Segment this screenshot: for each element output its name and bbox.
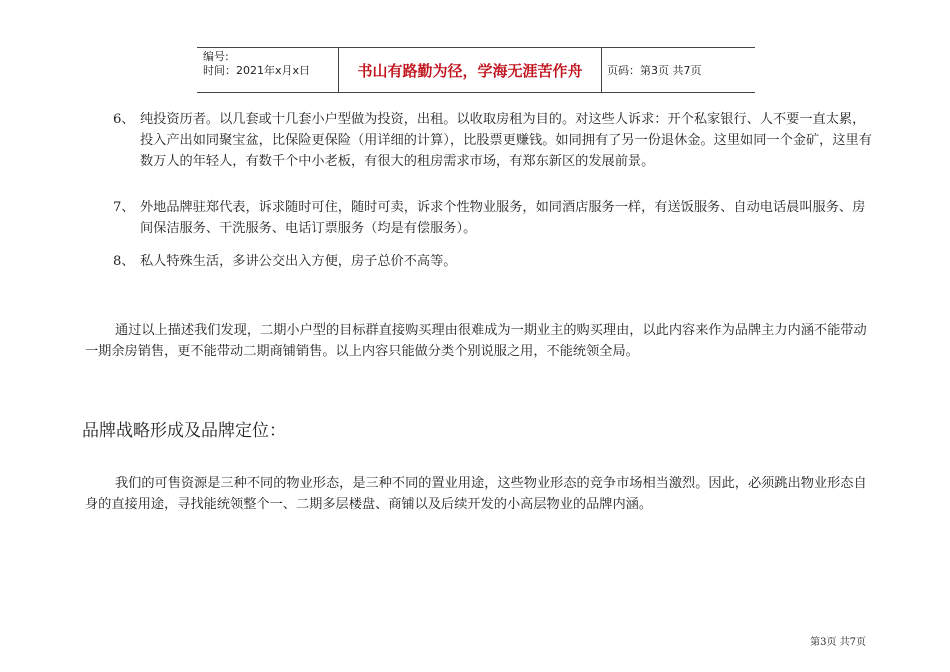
page-footer: 第3页 共7页	[810, 637, 866, 648]
time-label: 时间：2021年x月x日	[203, 64, 311, 77]
page-header	[197, 47, 755, 93]
body-paragraph: 我们的可售资源是三种不同的物业形态，是三种不同的置业用途，这些物业形态的竞争市场相当激烈。因此，必须跳出物业形态自身的直接用途，寻找能统领整个一、二期多层楼盘、商铺以及后续开发的小高层物业的品牌内涵。	[85, 476, 867, 512]
list-item	[113, 251, 873, 272]
item-number: 6、	[113, 112, 135, 127]
header-left	[203, 50, 310, 78]
item-text: 纯投资历者。以几套或十几套小户型做为投资，出租。以收取房租为目的。对这些人诉求：开个私家银行、人不要一直太累，投入产出如同聚宝盆，比保险更保险（用详细的计算），比股票更赚钱。如同拥有了另一份退休金。这里如同一个金矿，这里有数万人的年轻人，有数千个中小老板，有很大的租房需求市场，有郑东新区的发展前景。	[140, 112, 872, 169]
list-item	[113, 197, 873, 239]
header-page-label: 页码：第3页 共7页	[607, 64, 702, 77]
item-text: 外地品牌驻郑代表，诉求随时可住，随时可卖，诉求个性物业服务，如同酒店服务一样，有送饭服务、自动电话晨叫服务、房间保洁服务、干洗服务、电话订票服务（均是有偿服务）。	[140, 200, 866, 236]
body-paragraph: 通过以上描述我们发现，二期小户型的目标群直接购买理由很难成为一期业主的购买理由，以此内容来作为品牌主力内涵不能带动一期余房销售，更不能带动二期商铺销售。以上内容只能做分类个别说服之用，不能统领全局。	[85, 323, 867, 359]
list-item	[113, 109, 873, 172]
header-divider-right	[601, 48, 602, 92]
item-number: 7、	[113, 200, 135, 215]
header-divider-left	[338, 48, 339, 92]
section-heading: 品牌战略形成及品牌定位：	[82, 421, 286, 441]
item-number: 8、	[113, 254, 135, 269]
header-motto: 书山有路勤为径，学海无涯苦作舟	[357, 61, 583, 80]
number-label: 编号:	[203, 50, 229, 63]
item-text: 私人特殊生活，多讲公交出入方便，房子总价不高等。	[140, 254, 457, 269]
